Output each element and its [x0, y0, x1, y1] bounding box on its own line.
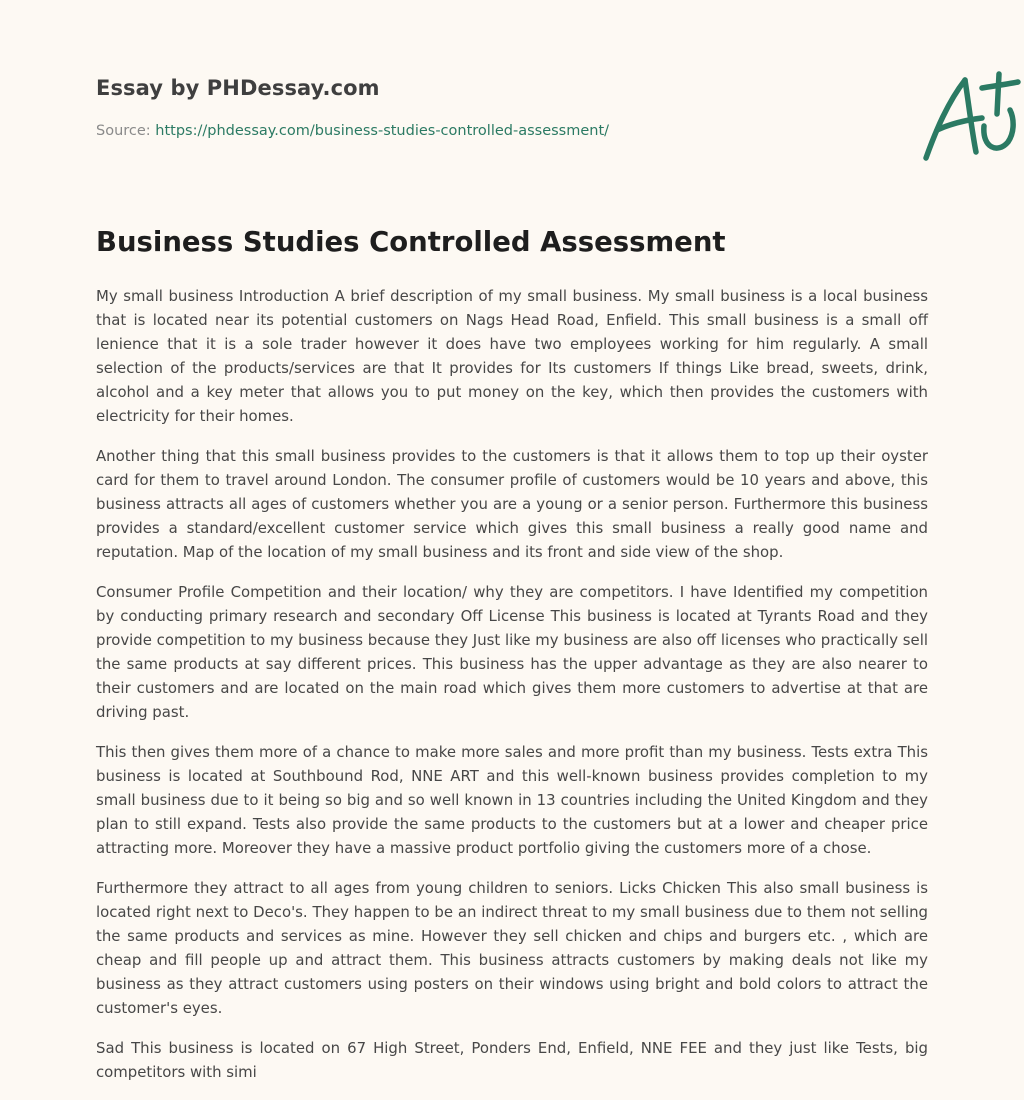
site-brand: Essay by PHDessay.com [96, 76, 380, 100]
essay-paragraph: Consumer Profile Competition and their location/ why they are competitors. I have Identified my competition by conducting primary research and secondary Off License This business is located at Tyrants Road and they provide competition to my business because they Just like my business are also off licenses who practically sell the same products at say different prices. This business has the upper advantage as they are also nearer to their customers and are located on the main road which gives them more customers to advertise at that are driving past. [96, 583, 928, 721]
essay-paragraph: My small business Introduction A brief description of my small business. My small business is a local business that is located near its potential customers on Nags Head Road, Enfield. This small business is a small off lenience that it is a sole trader however it does have two employees working for him regularly. A small selection of the products/services are that It provides for Its customers If things Like bread, sweets, drink, alcohol and a key meter that allows you to put money on the key, which then provides the customers with electricity for their homes. [96, 287, 928, 425]
a-plus-grade-icon [918, 68, 1022, 164]
essay-paragraph: This then gives them more of a chance to make more sales and more profit than my business. Tests extra This business is located at Southbound Rod, NNE ART and this well-known business provides completion to my small business due to it being so big and so well known in 13 countries including the United Kingdom and they plan to still expand. Tests also provide the same products to the customers but at a lower and cheaper price attracting more. Moreover they have a massive product portfolio giving the customers more of a chose. [96, 743, 928, 857]
source-label: Source: [96, 123, 151, 139]
source-link[interactable]: https://phdessay.com/business-studies-controlled-assessment/ [155, 123, 610, 139]
essay-title: Business Studies Controlled Assessment [96, 226, 726, 258]
essay-paragraph: Sad This business is located on 67 High Street, Ponders End, Enfield, NNE FEE and they just like Tests, big competitors with simi [96, 1039, 928, 1081]
essay-paragraph: Another thing that this small business provides to the customers is that it allows them to top up their oyster card for them to travel around London. The consumer profile of customers would be 10 years and above, this business attracts all ages of customers whether you are a young or a senior person. Furthermore this business provides a standard/excellent customer service which gives this small business a really good name and reputation. Map of the location of my small business and its front and side view of the shop. [96, 447, 928, 561]
source-line [96, 123, 609, 139]
essay-body [96, 284, 928, 1100]
essay-paragraph: Furthermore they attract to all ages from young children to seniors. Licks Chicken This also small business is located right next to Deco's. They happen to be an indirect threat to my small business due to them not selling the same products and services as mine. However they sell chicken and chips and burgers etc. , which are cheap and fill people up and attract them. This business attracts customers by making deals not like my business as they attract customers using posters on their windows using bright and bold colors to attract the customer's eyes. [96, 879, 928, 1017]
